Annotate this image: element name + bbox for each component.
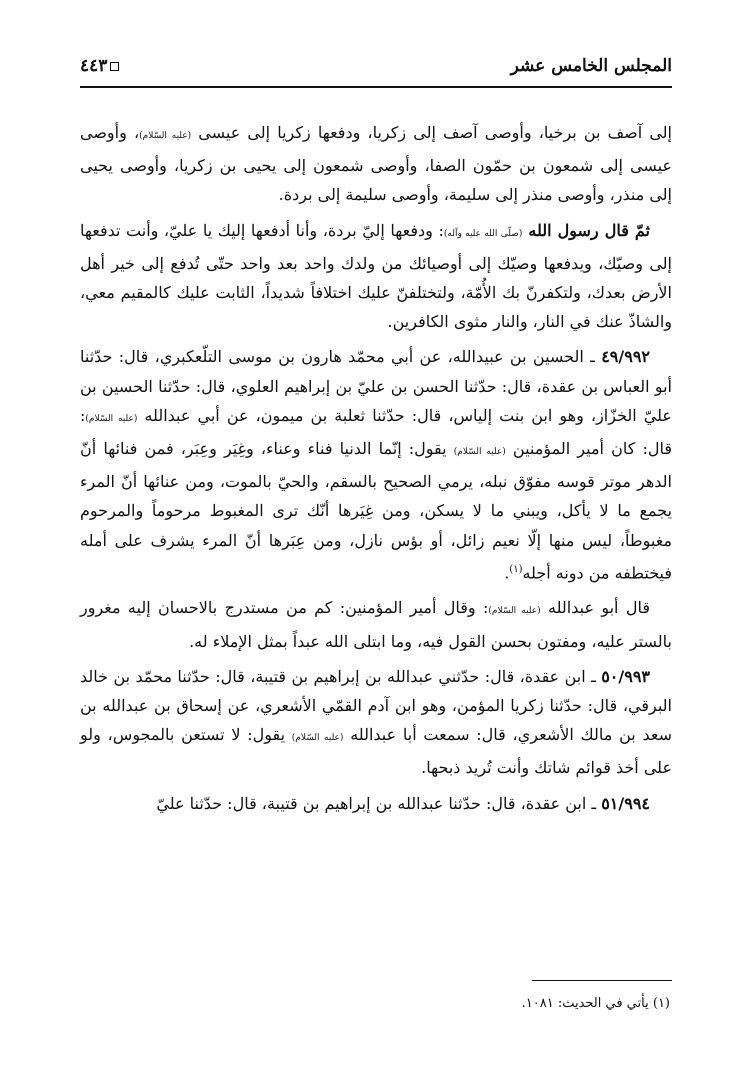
honorific: (عليه السّلام) [488,606,541,617]
chapter-title: المجلس الخامس عشر [510,56,672,76]
paragraph-text: . [504,563,510,583]
hadith-number: ٤٩/٩٩٢ [601,347,650,367]
paragraph-text: يقول: إنّما الدنيا فناء وعناء، وغِيَر وعِبَر، فمن فنائها أنّ الدهر موتر قوسه مفوّق نبله، يرمي الصحيح بالسقم، والحيّ بالموت، ومن عنائها أنّ المرء يجمع ما لا يأكل، ويبني ما لا يسكن، ومن غِيَرها أنّك ترى المغبوط مرحوماً والمرحوم مغبوطاً، ليس منها إلّا نعيم زائل، أو بؤس نازل، ومن عِبَرها أنّ المرء يشرف على أمله فيختطفه من دونه أجله [80,439,673,583]
paragraph-text: إلى آصف بن برخيا، وأوصى آصف إلى زكريا، ودفعها زكريا إلى عيسى [191,123,673,142]
paragraph-text: ثمّ قال رسول الله [522,220,650,240]
page-number [80,56,119,76]
paragraph-text: : قال: كان أمير المؤمنين [80,405,673,459]
square-ornament-icon [110,62,119,71]
paragraph-text: يقول: لا تستعن بالمجوس، ولو على أخذ قوائم شاتك وأنت تُريد ذبحها. [80,725,672,778]
footnote-reference[interactable]: (١) [509,563,523,575]
paragraph-text: قال أبو عبدالله [540,598,651,618]
footnote: (١) يأتي في الحديث: ١٠٨١. [521,996,670,1011]
paragraph-text: ـ ابن عقدة، قال: حدّثنا عبدالله بن إبراهيم بن قتيبة، قال: حدّثنا عليّ [156,793,602,813]
hadith-992 [80,342,672,587]
paragraph-text: : ودفعها إليّ بردة، وأنا أدفعها إليك يا عليّ، وأنت تدفعها إلى وصيّك، ويدفعها وصيّك إلى أوصيائك من ولدك واحد بعد واحد حتّى تُدفع إلى خير أهل الأرض بعدك، ولتكفرنّ بك الأُمّة، ولتختلفنّ عليك اختلافاً شديداً، الثابت عليك كالمقيم معي، والشاذّ عنك في النار، والنار مثوى الكافرين. [80,220,672,332]
honorific: (عليه السّلام) [291,733,344,744]
hadith-993 [80,662,672,783]
hadith-number: ٥٠/٩٩٣ [601,666,650,686]
honorific: (صلّى الله عليه وآله) [443,228,523,239]
paragraph-4 [80,593,672,655]
hadith-number: ٥١/٩٩٤ [601,793,650,813]
header-rule [80,86,672,88]
paragraph-1 [80,118,672,210]
honorific: (عليه السّلام) [453,447,506,458]
honorific: (عليه السّلام) [139,131,192,141]
footnote-rule [532,980,672,981]
page-header [80,50,672,82]
page-number-value: ٤٤٣ [80,56,108,76]
paragraph-text: ـ ابن عقدة، قال: حدّثني عبدالله بن إبراهيم بن قتيبة، قال: حدّثنا محمّد بن خالد البرقي، قال: حدّثنا زكريا المؤمن، وهو ابن آدم القمّي الأشعري، عن إسحاق بن عبدالله بن سعد بن مالك الأشعري، قال: سمعت أبا عبدالله [80,666,672,745]
body-text [80,118,672,824]
hadith-994 [80,789,672,818]
paragraph-2 [80,216,672,337]
paragraph-text: : وقال أمير المؤمنين: كم من مستدرج بالاحسان إليه مغرور بالستر عليه، ومفتون بحسن القول فيه، وما ابتلى الله عبداً بمثل الإملاء له. [80,598,672,651]
paragraph-text: ـ الحسين بن عبيدالله، عن أبي محمّد هارون بن موسى التلّعكبري، قال: حدّثنا أبو العباس بن عقدة، قال: حدّثنا الحسن بن عليّ بن إبراهيم العلوي، قال: حدّثنا الحسين بن عليّ الخزّاز، وهو ابن بنت إلياس، قال: حدّثنا ثعلبة بن ميمون، عن أبي عبدالله [80,347,672,425]
honorific: (عليه السّلام) [85,413,138,424]
paragraph-text: ، وأوصى عيسى إلى شمعون بن حمّون الصفا، وأوصى شمعون إلى يحيى بن زكريا، وأوصى يحيى إلى منذر، وأوصى منذر إلى سليمة، وأوصى سليمة إلى بردة. [80,123,673,205]
